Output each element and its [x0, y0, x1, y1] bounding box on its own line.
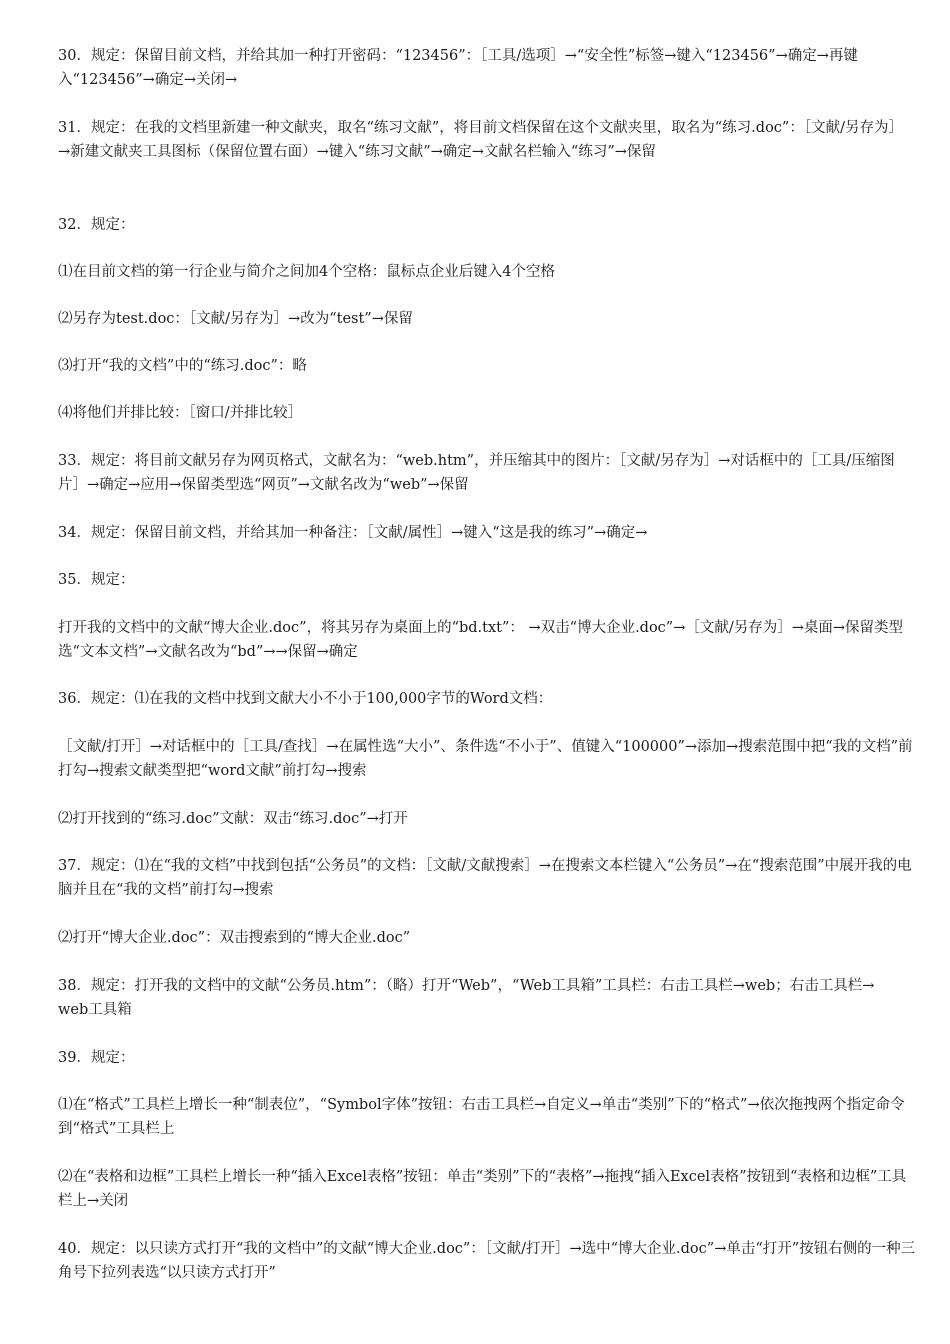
paragraph-32-item-1: ⑴在目前文档的第一行企业与简介之间加4个空格：鼠标点企业后键入4个空格 [58, 264, 555, 280]
paragraph-31: 31．规定：在我的文档里新建一种文献夹，取名“练习文献”，将目前文档保留在这个文献夹里，取名为“练习.doc”：［文献/另存为］→新建文献夹工具图标（保留位置右面）→键入“练习文献”→确定→文献名栏输入“练习”→保留 [58, 120, 896, 160]
paragraph-33: 33．规定：将目前文献另存为网页格式，文献名为：“web.htm”，并压缩其中的图片：［文献/另存为］→对话框中的［工具/压缩图片］→确定→应用→保留类型选“网页”→文献名改为“web”→保留 [58, 453, 895, 493]
paragraph-37: 37．规定：⑴在“我的文档”中找到包括“公务员”的文档：［文献/文献搜索］→在搜索文本栏键入“公务员”→在“搜索范围”中展开我的电脑并且在“我的文档”前打勾→搜索 [58, 858, 912, 898]
paragraph-32-item-3: ⑶打开“我的文档”中的“练习.doc”：略 [58, 358, 307, 374]
paragraph-37-item-2: ⑵打开“博大企业.doc”：双击搜索到的“博大企业.doc” [58, 930, 411, 946]
paragraph-35: 35．规定： [58, 572, 135, 588]
paragraph-32: 32．规定： [58, 217, 135, 233]
paragraph-36-body: ［文献/打开］→对话框中的［工具/查找］→在属性选“大小”、条件选“不小于”、值键入“100000”→添加→搜索范围中把“我的文档”前打勾→搜索文献类型把“word文献”前打勾→搜索 [58, 739, 913, 779]
paragraph-34: 34．规定：保留目前文档，并给其加一种备注：［文献/属性］→键入“这是我的练习”→确定→ [58, 525, 648, 541]
paragraph-36: 36．规定：⑴在我的文档中找到文献大小不小于100,000字节的Word文档： [58, 691, 553, 707]
paragraph-39: 39．规定： [58, 1050, 135, 1066]
paragraph-40: 40．规定：以只读方式打开“我的文档中”的文献“博大企业.doc”：［文献/打开］→选中“博大企业.doc”→单击“打开”按钮右侧的一种三角号下拉列表选“以只读方式打开” [58, 1241, 916, 1281]
paragraph-39-item-1: ⑴在“格式”工具栏上增长一种“制表位”，“Symbol字体”按钮：右击工具栏→自定义→单击“类别”下的“格式”→依次拖拽两个指定命令到“格式”工具栏上 [58, 1097, 905, 1137]
paragraph-32-item-2: ⑵另存为test.doc：［文献/另存为］→改为“test”→保留 [58, 311, 413, 327]
paragraph-38: 38．规定：打开我的文档中的文献“公务员.htm”：（略）打开“Web”，“Web工具箱”工具栏：右击工具栏→web；右击工具栏→web工具箱 [58, 978, 875, 1018]
paragraph-30: 30．规定：保留目前文档，并给其加一种打开密码：“123456”：［工具/选项］→“安全性”标签→键入“123456”→确定→再键入“123456”→确定→关闭→ [58, 48, 858, 88]
paragraph-36-item-2: ⑵打开找到的“练习.doc”文献：双击“练习.doc”→打开 [58, 811, 408, 827]
paragraph-35-body: 打开我的文档中的文献“博大企业.doc”，将其另存为桌面上的“bd.txt”： →双击“博大企业.doc”→［文献/另存为］→桌面→保留类型选“文本文档”→文献名改为“bd”→→保留→确定 [58, 620, 904, 660]
paragraph-32-item-4: ⑷将他们并排比较：［窗口/并排比较］ [58, 405, 303, 421]
paragraph-39-item-2: ⑵在“表格和边框”工具栏上增长一种“插入Excel表格”按钮：单击“类别”下的“表格”→拖拽“插入Excel表格”按钮到“表格和边框”工具栏上→关闭 [58, 1169, 907, 1209]
